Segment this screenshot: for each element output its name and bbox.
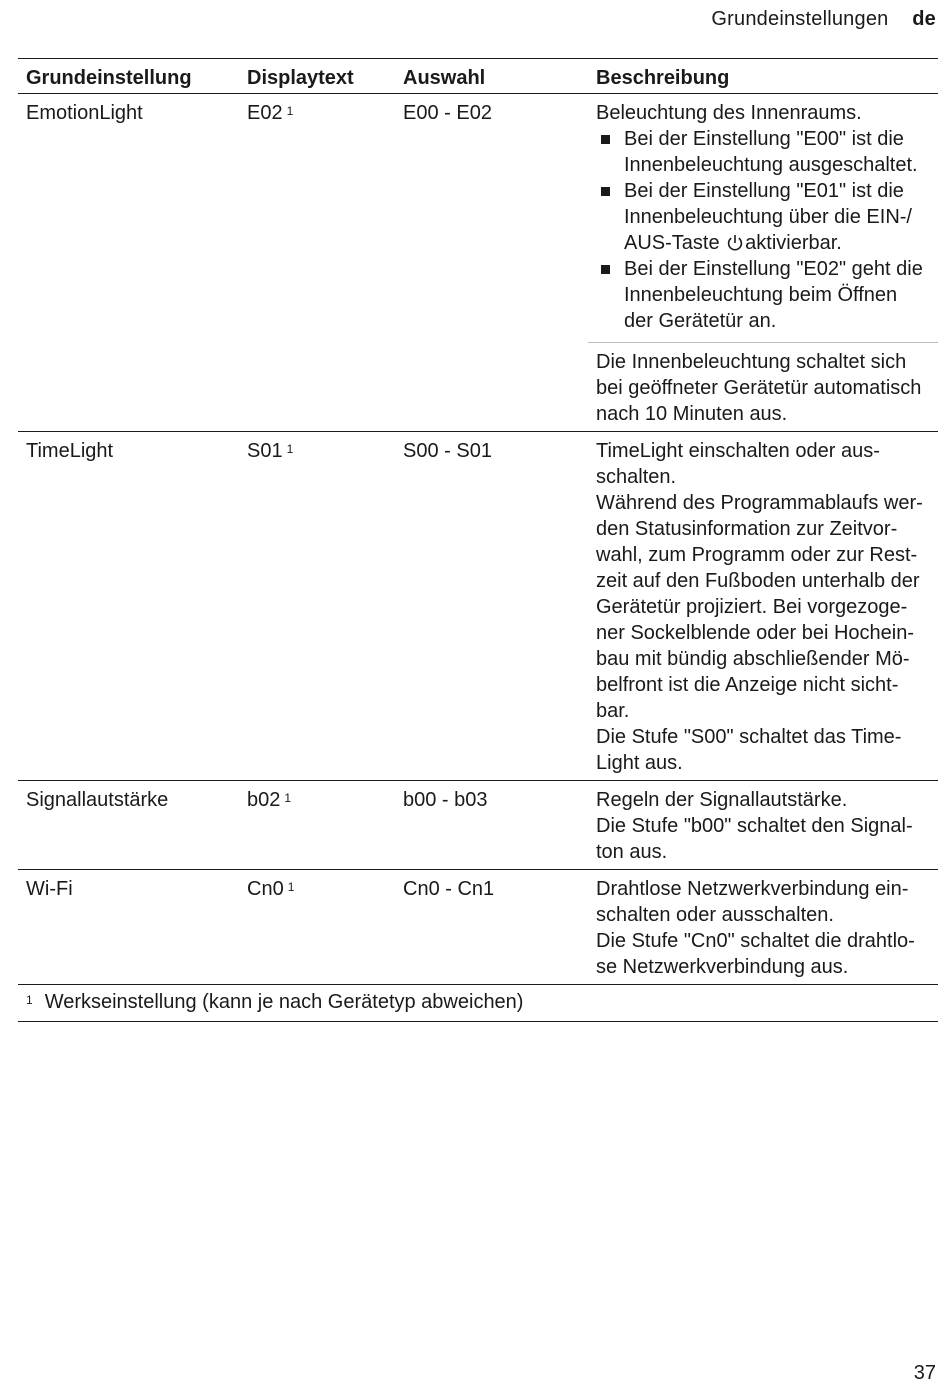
description-intro: Beleuchtung des Innenraums. — [596, 102, 862, 124]
description: TimeLight einschalten oder aus- schalten. Während des Programmablaufs wer- den Statusinformation zur Zeitvor- wahl, zum Programm oder zur Rest- zeit auf den Fußboden unterhalb der Gerätetür projiziert. Bei vorgezoge- ner Sockelblende oder bei Hochein- bau mit bündig abschließender Mö- belfront ist die Anzeige nicht sicht- bar. Die Stufe "S00" schaltet das Time- Light aus. — [588, 432, 938, 781]
display-text: b02 $^1$ — [239, 781, 395, 870]
column-header-display: Displaytext — [239, 59, 395, 94]
description-note: Die Innenbeleuchtung schaltet sich bei geöffneter Gerätetür automatisch nach 10 Minuten aus. — [596, 351, 922, 425]
footnote-ref: 1 — [286, 104, 294, 118]
power-icon — [727, 234, 743, 252]
setting-name: EmotionLight — [18, 94, 239, 432]
description: Regeln der Signallautstärke. Die Stufe "b00" schaltet den Signal- ton aus. — [588, 781, 938, 870]
settings-table — [18, 58, 938, 1022]
table-row — [18, 870, 938, 985]
language-code: de — [912, 8, 936, 30]
bullet-list — [596, 126, 930, 334]
section-title: Grundeinstellungen — [711, 8, 889, 30]
selection-range: b00 - b03 — [395, 781, 588, 870]
column-header-description: Beschreibung — [588, 59, 938, 94]
table-row — [18, 781, 938, 870]
table-row — [18, 94, 938, 432]
bullet-item: Bei der Einstellung "E01" ist die Innenbeleuchtung über die EIN-/ AUS-Taste aktivierbar. — [596, 178, 930, 256]
selection-range: Cn0 - Cn1 — [395, 870, 588, 985]
display-text: E02 $^1$ — [239, 94, 395, 432]
description — [588, 94, 938, 432]
setting-name: Signallautstärke — [18, 781, 239, 870]
table-row — [18, 432, 938, 781]
footnote-text: Werkseinstellung (kann je nach Gerätetyp abweichen) — [44, 991, 524, 1013]
table-header-row — [18, 59, 938, 94]
setting-name: Wi-Fi — [18, 870, 239, 985]
selection-range: E00 - E02 — [395, 94, 588, 432]
column-header-setting: Grundeinstellung — [18, 59, 239, 94]
footnote-ref: 1 — [286, 442, 294, 456]
selection-range: S00 - S01 — [395, 432, 588, 781]
footnote-ref: 1 — [287, 880, 295, 894]
display-text: S01 $^1$ — [239, 432, 395, 781]
bullet-item: Bei der Einstellung "E00" ist die Innenbeleuchtung ausgeschaltet. — [596, 126, 930, 178]
table-footnote-row — [18, 985, 938, 1022]
display-text: Cn0 $^1$ — [239, 870, 395, 985]
column-header-selection: Auswahl — [395, 59, 588, 94]
page-number: 37 — [913, 1362, 936, 1384]
setting-name: TimeLight — [18, 432, 239, 781]
footnote-marker: 1 — [26, 993, 33, 1007]
footnote — [18, 985, 938, 1022]
description: Drahtlose Netzwerkverbindung ein- schalten oder ausschalten. Die Stufe "Cn0" schaltet die drahtlo- se Netzwerkverbindung aus. — [588, 870, 938, 985]
bullet-item: Bei der Einstellung "E02" geht die Innenbeleuchtung beim Öffnen der Gerätetür an. — [596, 256, 930, 334]
footnote-ref: 1 — [284, 791, 292, 805]
running-head — [711, 8, 936, 31]
inner-divider — [588, 342, 938, 343]
